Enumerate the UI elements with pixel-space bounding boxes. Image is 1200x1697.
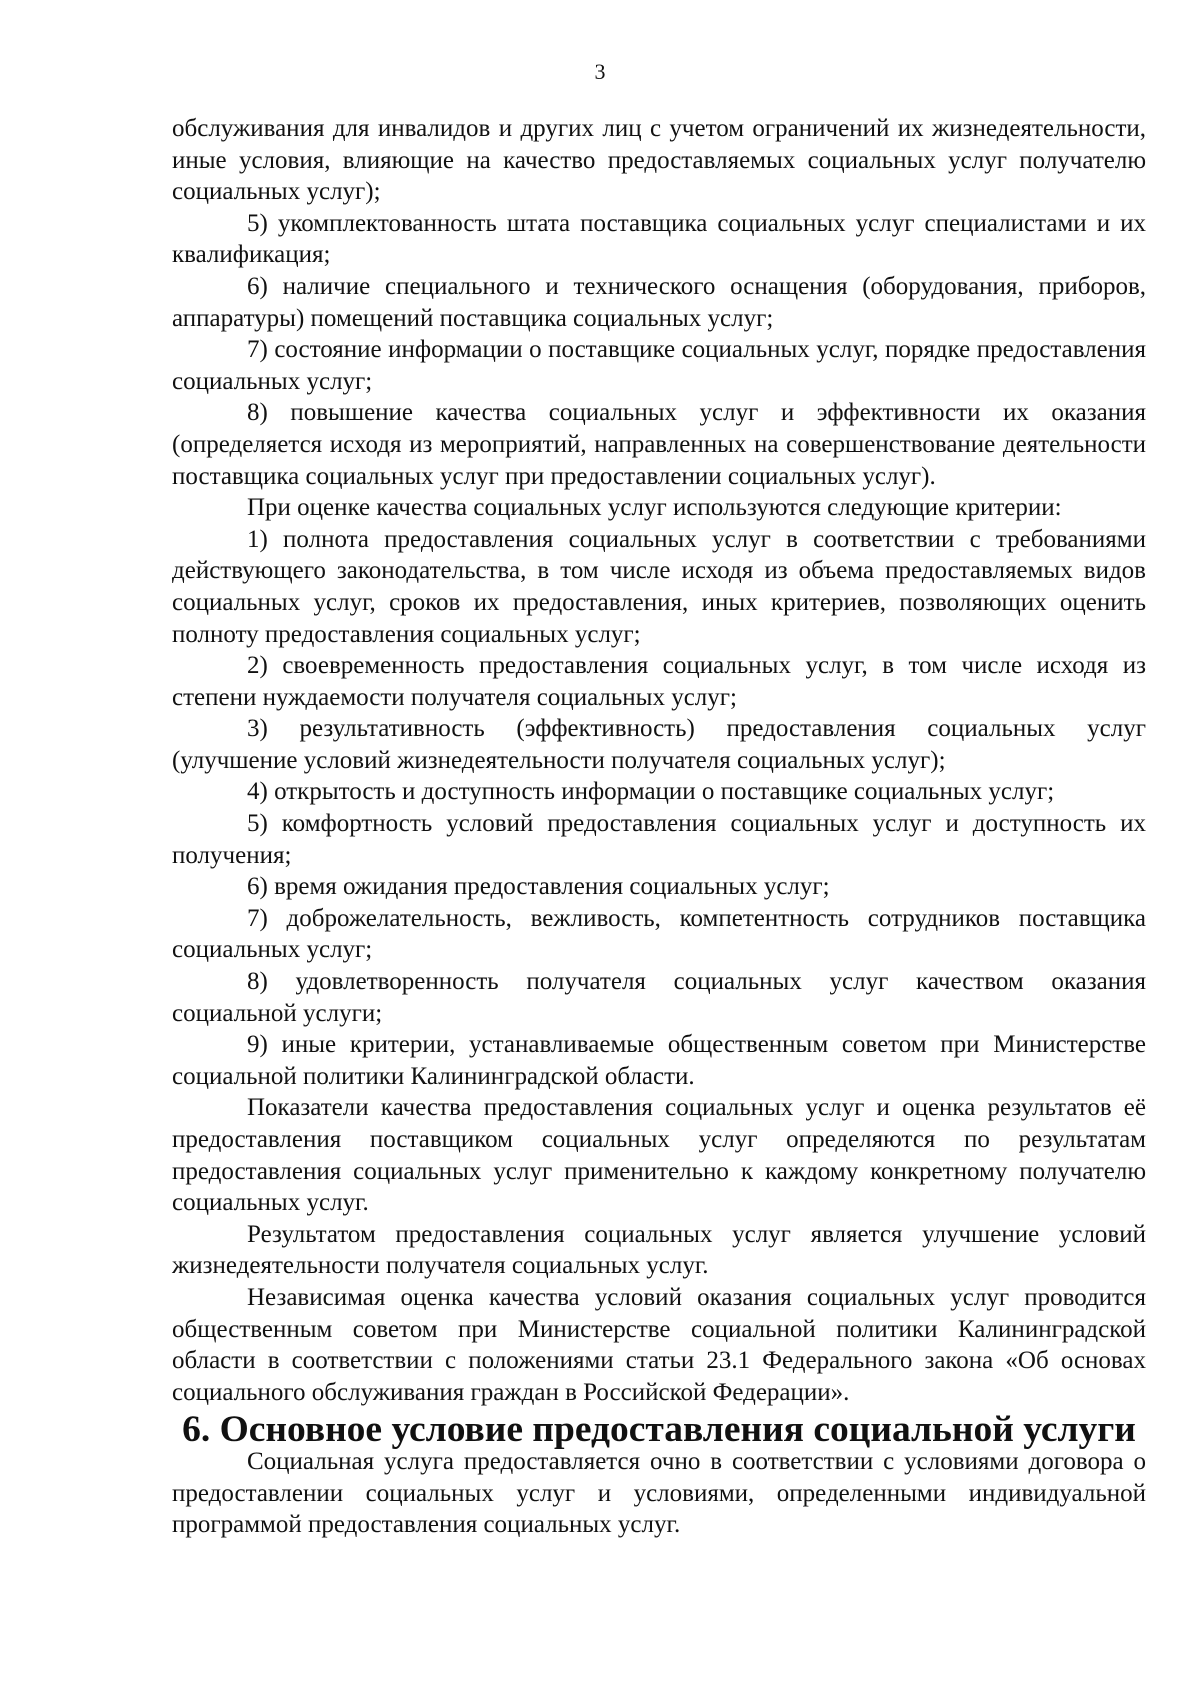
paragraph-criterion-5: 5) комфортность условий предоставления социальных услуг и доступность их получения;	[172, 810, 1146, 869]
paragraph-criterion-3: 3) результативность (эффективность) предоставления социальных услуг (улучшение условий жизнедеятельности получателя социальных услуг);	[172, 715, 1146, 774]
paragraph-criterion-9: 9) иные критерии, устанавливаемые общественным советом при Министерстве социальной политики Калининградской области.	[172, 1031, 1146, 1090]
page-number: 3	[594, 59, 606, 84]
paragraph-result: Результатом предоставления социальных услуг является улучшение условий жизнедеятельности получателя социальных услуг.	[172, 1220, 1146, 1280]
paragraph-continuation: обслуживания для инвалидов и других лиц с учетом ограничений их жизнедеятельности, иные условия, влияющие на качество предоставляемых социальных услуг получателю социальных услуг);	[172, 115, 1146, 206]
paragraph-independent-assessment: Независимая оценка качества условий оказания социальных услуг проводится общественным советом при Министерстве социальной политики Калининградской области в соответствии с положениями статьи 23.1 Федерального закона «Об основах социального обслуживания граждан в Российской Федерации».	[172, 1283, 1146, 1406]
paragraph-indicator-5: 5) укомплектованность штата поставщика социальных услуг специалистами и их квалификация;	[172, 209, 1146, 269]
paragraph-indicator-6: 6) наличие специального и технического оснащения (оборудования, приборов, аппаратуры) помещений поставщика социальных услуг;	[172, 272, 1146, 332]
paragraph-quality-indicators: Показатели качества предоставления социальных услуг и оценка результатов её предоставления поставщиком социальных услуг определяются по результатам предоставления социальных услуг применительно к каждому конкретному получателю социальных услуг.	[172, 1094, 1146, 1217]
paragraph-indicator-8: 8) повышение качества социальных услуг и эффективности их оказания (определяется исходя из мероприятий, направленных на совершенствование деятельности поставщика социальных услуг при предоставлении социальных услуг).	[172, 399, 1146, 490]
paragraph-criteria-intro: При оценке качества социальных услуг используются следующие критерии:	[247, 494, 1062, 522]
paragraph-service-condition: Социальная услуга предоставляется очно в соответствии с условиями договора о предоставлении социальных услуг и условиями, определенными индивидуальной программой предоставления социальных услуг.	[172, 1447, 1146, 1539]
paragraph-criterion-1: 1) полнота предоставления социальных услуг в соответствии с требованиями действующего законодательства, в том числе исходя из объема предоставляемых видов социальных услуг, сроков их предоставления, иных критериев, позволяющих оценить полноту предоставления социальных услуг;	[172, 525, 1146, 648]
paragraph-criterion-6: 6) время ожидания предоставления социальных услуг;	[247, 873, 830, 901]
section-heading: 6. Основное условие предоставления социальной услуги	[182, 1409, 1136, 1451]
paragraph-criterion-4: 4) открытость и доступность информации о поставщике социальных услуг;	[247, 778, 1055, 806]
paragraph-criterion-2: 2) своевременность предоставления социальных услуг, в том числе исходя из степени нуждаемости получателя социальных услуг;	[172, 652, 1146, 711]
paragraph-criterion-7: 7) доброжелательность, вежливость, компетентность сотрудников поставщика социальных услуг;	[172, 904, 1146, 964]
paragraph-criterion-8: 8) удовлетворенность получателя социальных услуг качеством оказания социальной услуги;	[172, 968, 1146, 1027]
document-body	[172, 113, 1146, 1541]
paragraph-indicator-7: 7) состояние информации о поставщике социальных услуг, порядке предоставления социальных услуг;	[172, 336, 1146, 395]
